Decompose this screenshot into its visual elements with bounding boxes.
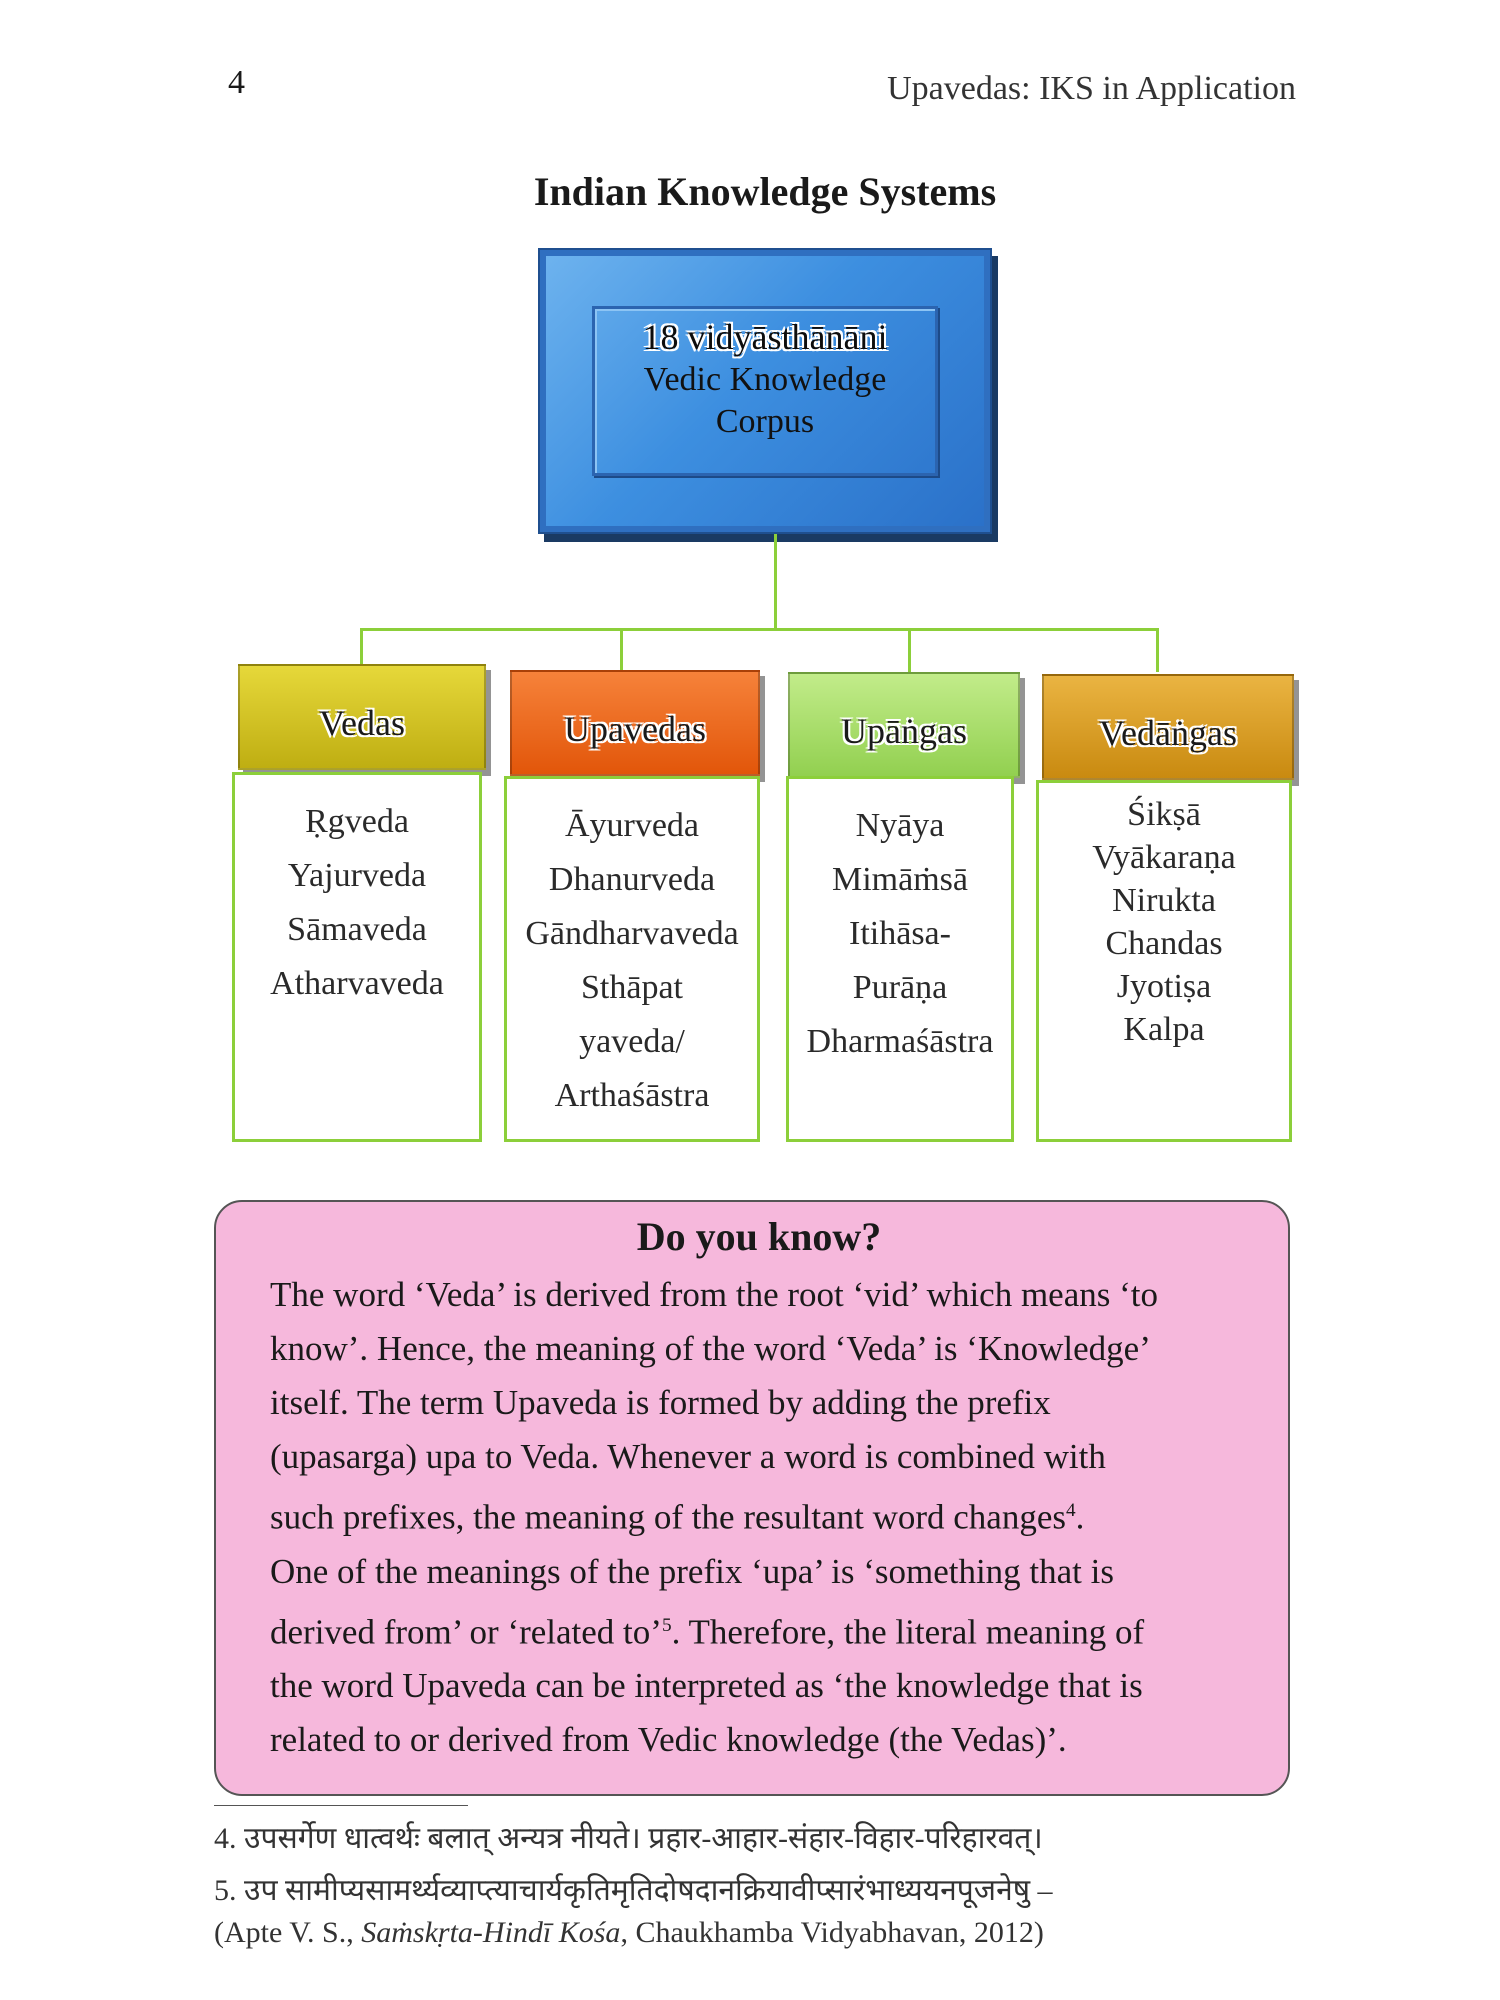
- list-item: Āyurveda: [564, 807, 700, 844]
- footnote-rule: [214, 1805, 468, 1806]
- info-line: One of the meanings of the prefix ‘upa’ is ‘something that is: [270, 1551, 1114, 1591]
- do-you-know-title: Do you know?: [636, 1214, 882, 1259]
- footnote-5: 5. उप सामीप्यसामर्थ्यव्याप्त्याचार्यकृतिमृतिदोषदानक्रियावीप्सारंभाध्ययनपूजनेषु –: [214, 1874, 1053, 1907]
- root-node-inner: [592, 306, 938, 476]
- category-vedas-label: Vedas: [319, 702, 405, 743]
- list-item: Dhanurveda: [548, 861, 716, 898]
- list-item: Mimāṁsā: [832, 861, 968, 898]
- category-upavedas-label: Upavedas: [564, 708, 706, 749]
- list-item: Sthāpat: [581, 969, 683, 1006]
- list-item: Itihāsa-: [849, 915, 951, 952]
- info-line: know’. Hence, the meaning of the word ‘Veda’ is ‘Knowledge’: [270, 1329, 1151, 1368]
- diagram-title: Indian Knowledge Systems: [533, 169, 997, 214]
- connector-vedangas: [1156, 628, 1159, 672]
- connector-upavedas: [620, 628, 623, 670]
- do-you-know-text: [270, 1268, 1248, 1767]
- info-line: the word Upaveda can be interpreted as ‘the knowledge that is: [270, 1666, 1143, 1706]
- category-vedangas-list: [1036, 780, 1292, 1142]
- list-item: Yajurveda: [287, 857, 427, 894]
- category-vedas-header: [238, 664, 486, 770]
- connector-root-down: [774, 534, 777, 631]
- category-upangas-list: [786, 776, 1014, 1142]
- category-upangas-label: Upāṅgas: [841, 710, 967, 751]
- footnote-ref-4: 4: [1066, 1500, 1076, 1521]
- list-item: Arthaśāstra: [554, 1077, 710, 1114]
- list-item: Dharmaśāstra: [806, 1023, 994, 1060]
- footnote-5-reference: (Apte V. S., Saṁskṛta-Hindī Kośa, Chaukhamba Vidyabhavan, 2012): [214, 1916, 1044, 1949]
- connector-upangas: [908, 628, 911, 672]
- category-vedangas-header: [1042, 674, 1294, 780]
- list-item: Purāṇa: [852, 969, 948, 1006]
- list-item: Vyākaraṇa: [1092, 839, 1236, 876]
- category-vedas-list: [232, 772, 482, 1142]
- list-item: Jyotiṣa: [1116, 968, 1212, 1005]
- info-line: The word ‘Veda’ is derived from the root ‘vid’ which means ‘to: [270, 1275, 1159, 1314]
- connector-horizontal: [360, 628, 1158, 631]
- root-subtitle-line2: Corpus: [715, 403, 815, 440]
- root-heading: 18 vidyāsthānāni: [642, 317, 888, 357]
- root-node: [538, 248, 992, 534]
- footnote-ref-5: 5: [661, 1614, 672, 1636]
- running-head: Upavedas: IKS in Application: [887, 70, 1296, 107]
- info-line: itself. The term Upaveda is formed by adding the prefix: [270, 1383, 1051, 1422]
- list-item: Ṛgveda: [305, 803, 409, 840]
- list-item: Gāndharvaveda: [525, 915, 739, 952]
- list-item: yaveda/: [579, 1023, 685, 1060]
- page-number: 4: [228, 64, 245, 101]
- info-line: related to or derived from Vedic knowledge (the Vedas)’.: [270, 1720, 1067, 1760]
- category-vedangas-label: Vedāṅgas: [1099, 712, 1237, 753]
- footnote-4: 4. उपसर्गेण धात्वर्थः बलात् अन्यत्र नीयते। प्रहार-आहार-संहार-विहार-परिहारवत्।: [214, 1822, 1043, 1855]
- info-line: derived from’ or ‘related to’$^5$. Therefore, the literal meaning of: [270, 1612, 1145, 1652]
- list-item: Kalpa: [1123, 1011, 1205, 1048]
- root-subtitle-line1: Vedic Knowledge: [643, 361, 887, 398]
- list-item: Atharvaveda: [270, 965, 444, 1002]
- list-item: Nyāya: [855, 807, 945, 844]
- category-upavedas-header: [510, 670, 760, 776]
- connector-vedas: [360, 628, 363, 668]
- list-item: Nirukta: [1112, 882, 1216, 919]
- category-upavedas-list: [504, 776, 760, 1142]
- category-upangas-header: [788, 672, 1020, 778]
- info-line: such prefixes, the meaning of the resultant word changes$^4$.: [270, 1497, 1085, 1537]
- do-you-know-box: [214, 1200, 1290, 1796]
- list-item: Chandas: [1105, 925, 1223, 962]
- list-item: Śikṣā: [1127, 796, 1201, 833]
- info-line: (upasarga) upa to Veda. Whenever a word is combined with: [270, 1437, 1106, 1476]
- list-item: Sāmaveda: [287, 911, 427, 948]
